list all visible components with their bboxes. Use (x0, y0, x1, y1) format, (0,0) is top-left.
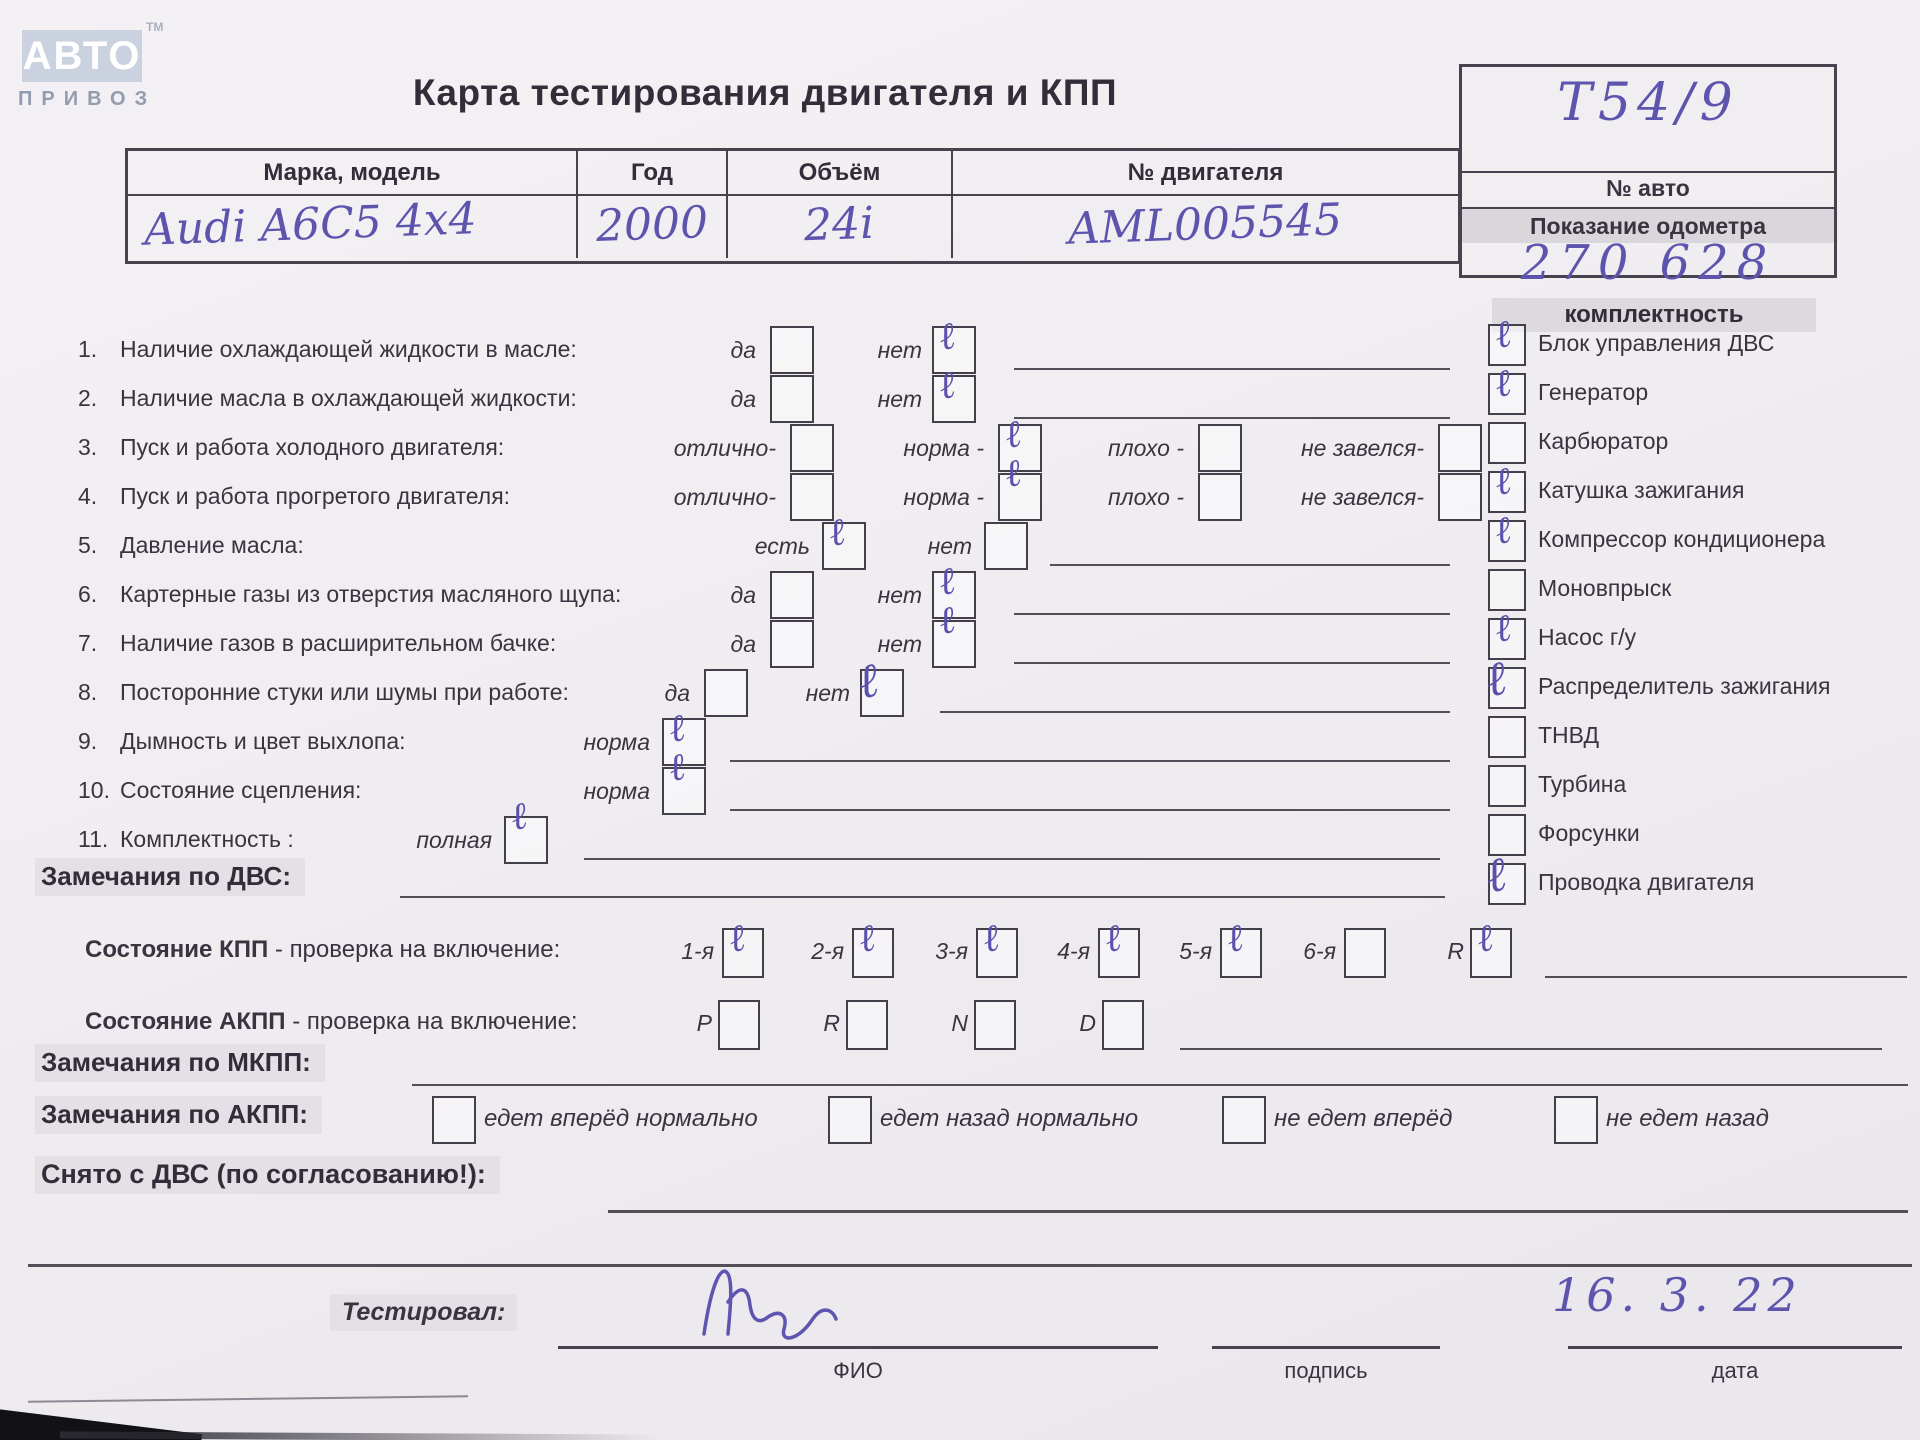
option-label: да (730, 631, 756, 657)
checkbox (1470, 914, 1512, 978)
gear-label: 5-я (1179, 938, 1212, 964)
option-label: да (730, 582, 756, 608)
option-label: есть (754, 533, 810, 559)
checkbox (1438, 473, 1482, 521)
item-label: Посторонние стуки или шумы при работе: (120, 679, 569, 705)
checkbox (932, 361, 976, 423)
gear-label: D (1079, 1010, 1096, 1036)
fill-line (584, 858, 1440, 860)
dvs-remarks-line (400, 896, 1445, 898)
check-mark: ℓ (825, 508, 849, 556)
check-mark: ℓ (1101, 914, 1125, 962)
item-label: Состояние сцепления: (120, 777, 362, 803)
fill-line (730, 809, 1450, 811)
option-label: не едет назад (1606, 1105, 1769, 1132)
tested-by-label: Тестировал: (330, 1294, 517, 1331)
item-number: 8. (78, 679, 98, 705)
option-label: отлично- (673, 435, 776, 461)
check-mark: ℓ (1001, 449, 1025, 497)
fill-line (730, 760, 1450, 762)
check-mark: ℓ (935, 312, 959, 360)
item-label: Пуск и работа холодного двигателя: (120, 434, 505, 460)
checkbox (770, 571, 814, 619)
check-mark: ℓ (935, 596, 959, 644)
completeness-label: ТНВД (1538, 722, 1600, 748)
check-mark: ℓ (1491, 359, 1515, 407)
fio-label: ФИО (833, 1358, 883, 1383)
option-label: нет (877, 386, 922, 412)
item-label: Наличие охлаждающей жидкости в масле: (120, 336, 577, 362)
completeness-label: Генератор (1538, 379, 1649, 405)
scan-edge-shadow (60, 1431, 660, 1440)
completeness-label: Моновпрыск (1538, 575, 1672, 601)
checkbox (974, 1000, 1016, 1050)
check-mark: ℓ (665, 743, 689, 791)
completeness-label: Компрессор кондиционера (1538, 526, 1826, 552)
trademark-mark: ТМ (146, 20, 164, 34)
akpp-label (85, 1008, 578, 1036)
mkpp-remarks-label: Замечания по МКПП: (35, 1044, 325, 1082)
vehicle-table (125, 148, 1461, 264)
autoprivoz-logo: АВТО (22, 30, 142, 82)
divider (1462, 171, 1834, 173)
option-label: норма - (903, 484, 984, 510)
logo-subtitle: ПРИВОЗ (18, 88, 157, 110)
check-mark: ℓ (855, 914, 879, 962)
option-label: не едет вперёд (1274, 1105, 1453, 1132)
signature-label: подпись (1284, 1358, 1368, 1383)
completeness-label: Распределитель зажигания (1538, 673, 1831, 699)
signature-scribble (690, 1256, 950, 1351)
check-mark: ℓ (979, 914, 1003, 962)
checkbox (846, 1000, 888, 1050)
checkbox (722, 914, 764, 978)
item-row-6 (0, 557, 1920, 621)
item-number: 2. (78, 385, 98, 411)
make-model-text: Audi A6C5 4x4 (143, 193, 478, 256)
fill-line (1014, 613, 1450, 615)
checkbox (1222, 1096, 1266, 1144)
check-mark: ℓ (935, 557, 959, 605)
mkpp-remarks-line (412, 1084, 1908, 1086)
item-number: 9. (78, 728, 98, 754)
completeness-header: комплектность (1492, 298, 1816, 332)
akpp-label-bold: Состояние АКПП (85, 1008, 286, 1035)
option-label: норма (583, 729, 650, 755)
check-mark: ℓ (1491, 310, 1515, 358)
car-number-box (1459, 64, 1837, 291)
completeness-label: Карбюратор (1538, 428, 1669, 454)
item-row-8 (0, 651, 1920, 719)
year-text: 2000 (595, 197, 709, 252)
checkbox (1198, 473, 1242, 521)
gear-label: R (823, 1010, 840, 1036)
checkbox (662, 743, 706, 815)
checkbox (822, 508, 866, 570)
item-number: 6. (78, 581, 98, 607)
option-label: отлично- (673, 484, 776, 510)
item-label: Картерные газы из отверстия масляного щупа: (120, 581, 622, 607)
option-label: нет (877, 582, 922, 608)
checkbox (852, 914, 894, 978)
option-label: да (730, 337, 756, 363)
item-label: Наличие газов в расширительном бачке: (120, 630, 557, 656)
kpp-label (85, 936, 560, 964)
option-label: плохо - (1108, 484, 1184, 510)
completeness-label: Форсунки (1538, 820, 1640, 846)
gear-label: N (951, 1010, 968, 1036)
gear-label: R (1447, 938, 1464, 964)
check-mark: ℓ (507, 792, 531, 840)
option-label: едет вперёд нормально (484, 1105, 758, 1132)
fill-line (1014, 417, 1450, 419)
check-mark: ℓ (1481, 649, 1511, 709)
option-label: плохо - (1108, 435, 1184, 461)
check-mark: ℓ (665, 704, 689, 752)
item-row-7 (0, 596, 1920, 670)
separator-line (28, 1264, 1912, 1267)
date-line (1568, 1346, 1902, 1349)
gear-label: 1-я (681, 938, 714, 964)
fill-line (1180, 1048, 1882, 1050)
gear-label: 4-я (1057, 938, 1090, 964)
completeness-label: Катушка зажигания (1538, 477, 1745, 503)
item-row-4 (0, 449, 1920, 523)
kpp-row (0, 914, 1920, 980)
option-label: нет (877, 337, 922, 363)
check-mark: ℓ (1223, 914, 1247, 962)
date-label: дата (1711, 1358, 1759, 1383)
col-header-make-model: Марка, модель (128, 151, 578, 194)
check-mark: ℓ (853, 651, 883, 711)
odometer-label: Показание одометра (1462, 207, 1834, 243)
kpp-label-rest: - проверка на включение: (268, 936, 561, 963)
checkbox (770, 620, 814, 668)
check-mark: ℓ (725, 914, 749, 962)
checkbox (770, 326, 814, 374)
gear-label: 2-я (811, 938, 844, 964)
item-row-2 (0, 361, 1920, 425)
checkbox (432, 1096, 476, 1144)
col-header-year: Год (578, 151, 728, 194)
item-label: Дымность и цвет выхлопа: (120, 728, 406, 754)
fill-line (1014, 368, 1450, 370)
option-label: норма (583, 778, 650, 804)
make-model-value (128, 193, 578, 258)
checkbox (932, 596, 976, 668)
scan-artifact-line (28, 1395, 468, 1402)
check-mark: ℓ (1491, 506, 1515, 554)
checkbox (718, 1000, 760, 1050)
checkbox (1220, 914, 1262, 978)
item-number: 7. (78, 630, 98, 656)
volume-value (728, 196, 953, 258)
check-mark: ℓ (935, 361, 959, 409)
car-number-label: № авто (1606, 175, 1690, 201)
checkbox (1554, 1096, 1598, 1144)
item-number: 5. (78, 532, 98, 558)
fill-line (940, 711, 1450, 713)
checkbox (984, 522, 1028, 570)
checkbox (1198, 424, 1242, 472)
col-header-volume: Объём (728, 151, 953, 194)
option-label: полная (416, 827, 492, 853)
checkbox (504, 792, 548, 864)
item-number: 4. (78, 483, 98, 509)
fill-line (1050, 564, 1450, 566)
checkbox (1481, 845, 1526, 905)
option-label: да (664, 680, 690, 706)
vehicle-table-values (128, 193, 1458, 258)
check-mark: ℓ (1481, 845, 1511, 905)
col-header-engine-number: № двигателя (1127, 159, 1284, 186)
item-number: 11. (78, 826, 109, 852)
checkbox (828, 1096, 872, 1144)
option-label: не завелся- (1300, 435, 1424, 461)
item-row-10 (0, 743, 1920, 817)
checkbox (1098, 914, 1140, 978)
akpp-remarks-row (0, 1096, 1920, 1146)
car-number-value: Т54/9 (1557, 73, 1739, 133)
completeness-label: Турбина (1538, 771, 1627, 797)
option-label: не завелся- (1300, 484, 1424, 510)
gear-label: P (696, 1010, 712, 1036)
check-mark: ℓ (1473, 914, 1497, 962)
checkbox (1102, 1000, 1144, 1050)
completeness-label: Проводка двигателя (1538, 869, 1755, 895)
check-mark: ℓ (1491, 604, 1515, 652)
item-number: 3. (78, 434, 98, 460)
checkbox (853, 651, 904, 717)
gear-label: 6-я (1303, 938, 1336, 964)
item-label: Пуск и работа прогретого двигателя: (120, 483, 511, 509)
fill-line (1545, 976, 1907, 978)
engine-number-value (953, 196, 1458, 258)
kpp-label-bold: Состояние КПП (85, 936, 269, 963)
akpp-label-rest: - проверка на включение: (285, 1008, 578, 1035)
akpp-row (0, 1000, 1920, 1050)
item-number: 10. (78, 777, 110, 803)
option-label: нет (877, 631, 922, 657)
option-label: норма - (903, 435, 984, 461)
fio-line (558, 1346, 1158, 1349)
check-mark: ℓ (1491, 457, 1515, 505)
akpp-remarks-label: Замечания по АКПП: (35, 1096, 322, 1134)
item-label: Комплектность : (120, 826, 294, 852)
year-value (578, 196, 728, 258)
fill-line (1014, 662, 1450, 664)
checkbox (770, 375, 814, 423)
item-row-3 (0, 410, 1920, 474)
gear-label: 3-я (935, 938, 968, 964)
completeness-label: Насос г/у (1538, 624, 1637, 650)
option-label: да (730, 386, 756, 412)
checkbox (790, 424, 834, 472)
snyato-label: Снято с ДВС (по согласованию!): (35, 1156, 500, 1194)
item-row-9 (0, 704, 1920, 768)
snyato-line (608, 1210, 1908, 1213)
odometer-value: 270 628 (1520, 235, 1776, 291)
checkbox (976, 914, 1018, 978)
page-title: Карта тестирования двигателя и КПП (412, 72, 1118, 113)
item-label: Наличие масла в охлаждающей жидкости: (120, 385, 577, 411)
item-number: 1. (78, 336, 98, 362)
completeness-label: Блок управления ДВС (1538, 330, 1775, 356)
date-value: 16. 3. 22 (1552, 1268, 1802, 1322)
option-label: нет (927, 533, 972, 559)
checkbox (1344, 928, 1386, 978)
item-label: Давление масла: (120, 532, 304, 558)
volume-text: 24i (803, 197, 876, 252)
vehicle-table-header (128, 151, 1458, 196)
checkbox (1438, 424, 1482, 472)
engine-number-text: AML005545 (1067, 194, 1344, 255)
option-label: нет (805, 680, 850, 706)
item-row-5 (0, 508, 1920, 572)
checkbox (704, 669, 748, 717)
option-label: едет назад нормально (880, 1105, 1139, 1132)
signature-line (1212, 1346, 1440, 1349)
checkbox (998, 449, 1042, 521)
check-mark: ℓ (1001, 410, 1025, 458)
completeness-row (1481, 845, 1920, 907)
dvs-remarks-label: Замечания по ДВС: (35, 858, 305, 896)
